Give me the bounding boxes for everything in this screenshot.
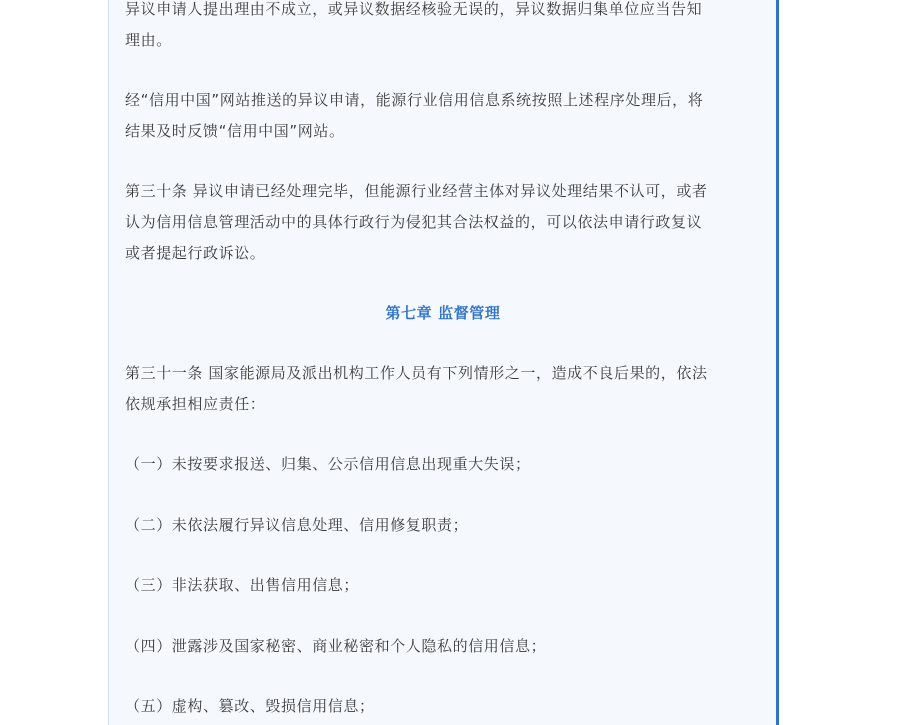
list-item: （二）未依法履行异议信息处理、信用修复职责；	[125, 516, 469, 534]
text-line: 认为信用信息管理活动中的具体行政行为侵犯其合法权益的，可以依法申请行政复议	[125, 213, 703, 231]
text-line: 理由。	[125, 31, 172, 49]
list-item: （三）非法获取、出售信用信息；	[125, 576, 360, 594]
list-item: （五）虚构、篡改、毁损信用信息；	[125, 697, 375, 715]
text-line: 异议申请人提出理由不成立，或异议数据经核验无误的，异议数据归集单位应当告知	[125, 0, 703, 18]
list-item: （四）泄露涉及国家秘密、商业秘密和个人隐私的信用信息；	[125, 637, 547, 655]
chapter-heading: 第七章 监督管理	[385, 304, 501, 322]
text-line: 第三十一条 国家能源局及派出机构工作人员有下列情形之一，造成不良后果的，依法	[125, 364, 708, 382]
paragraph-credit-china-feedback	[125, 85, 765, 147]
paragraph-article-31	[125, 358, 765, 420]
list-item: （一）未按要求报送、归集、公示信用信息出现重大失误；	[125, 455, 531, 473]
article-body	[108, 0, 779, 725]
text-line: 经“信用中国”网站推送的异议申请，能源行业信用信息系统按照上述程序处理后，将	[125, 91, 704, 109]
text-line: 第三十条 异议申请已经处理完毕，但能源行业经营主体对异议处理结果不认可，或者	[125, 182, 708, 200]
paragraph-article-30	[125, 176, 765, 269]
text-line: 依规承担相应责任：	[125, 395, 266, 413]
text-line: 或者提起行政诉讼。	[125, 244, 266, 262]
paragraph-objection-reason	[125, 0, 765, 56]
text-line: 结果及时反馈“信用中国”网站。	[125, 122, 345, 140]
